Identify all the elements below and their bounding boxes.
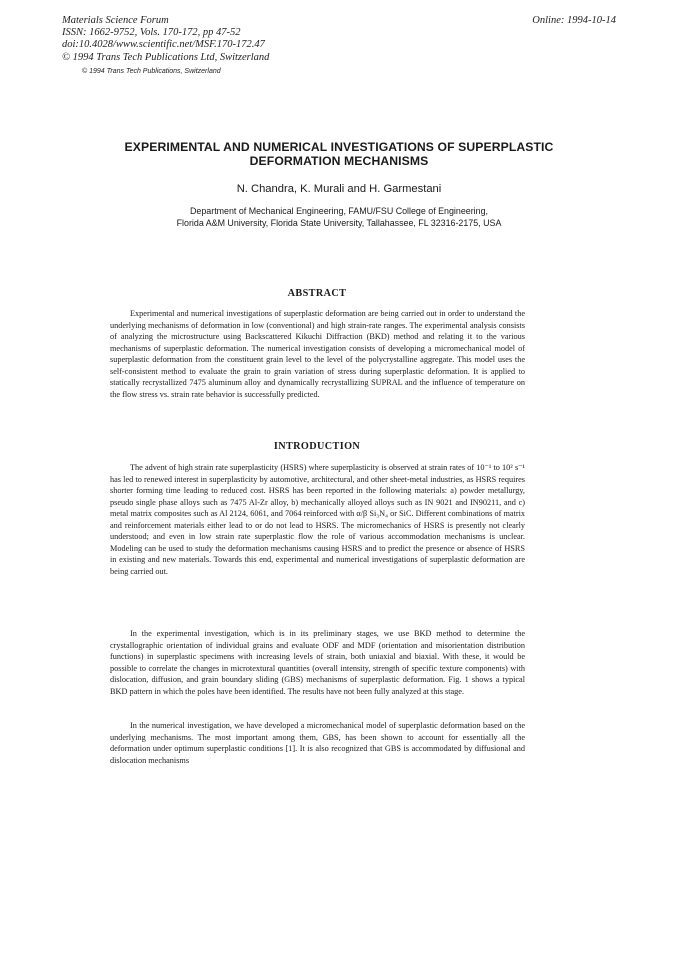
intro-paragraph-1: The advent of high strain rate superplasticity (HSRS) where superplasticity is observed at strain rates of 10⁻¹ to 10² s⁻¹ has led to renewed interest in superplasticity by automotive, architectural, and other sheet-metal industries, as HSRS requires shorter forming time leading to reduced cost. HSRS has been reported in the following materials: a) powder metallurgy, pseudo single phase alloys such as 7475 Al-Zr alloy, b) mechanically alloyed alloys such as IN 9021 and IN90211, and c) metal matrix composites such as Al 2124, 6061, and 7064 reinforced with α/β Si₃N₄ or SiC. Different combinations of matrix and reinforcement materials either lead to or do not lead to HSRS. The micromechanics of HSRS is presently not clearly understood; and even in low strain rate superplastic flow the role of various accommodation mechanisms is unclear. Modeling can be used to study the deformation mechanisms causing HSRS and to predict the presence or absence of HSRS in existing and new materials. Towards this end, experimental and numerical investigations of superplastic deformation are being carried out. [110,463,525,576]
journal-name: Materials Science Forum [62,15,169,26]
abstract-heading: ABSTRACT [287,288,347,299]
abstract-text: Experimental and numerical investigations of superplastic deformation are being carried out in order to understand the underlying mechanisms of deformation in low (conventional) and high strain-rate ranges. The experimental analysis consists of analyzing the microstructure using Backscattered Kikuchi Diffraction (BKD) method and relating it to the various mechanisms of superplastic deformation. The numerical investigation consists of developing a micromechanical model of superplastic deformation from the constituent grain level to the level of the polycrystalline aggregate. This model uses the self-consistent method to evaluate the grain to grain variation of stress during superplastic deformation. It is applied to statically recrystallized 7475 aluminum alloy and dynamically recrystallizing SUPRAL and the influence of temperature on the flow stress vs. strain rate behavior is successfully predicted. [110,309,525,399]
copyright-line: © 1994 Trans Tech Publications Ltd, Switzerland [62,51,270,63]
introduction-heading: INTRODUCTION [273,441,361,452]
paper-authors: N. Chandra, K. Murali and H. Garmestani [236,183,442,195]
online-date: Online: 1994-10-14 [532,15,616,26]
publisher-stamp: © 1994 Trans Tech Publications, Switzerland [82,68,221,75]
intro-paragraph-2: In the experimental investigation, which is in its preliminary stages, we use BKD method to determine the crystallographic orientation of individual grains and evaluate ODF and MDF (orientation and misorientation distribution functions) in superplastic specimens with increasing levels of strain, both uniaxial and biaxial. With these, it would be possible to correlate the changes in microtextural quantities (overall intensity, strength of specific texture components) with dislocation, diffusion, and grain boundary sliding (GBS) mechanisms of superplastic deformation. Fig. 1 shows a typical BKD pattern in which the poles have been identified. The results have not been fully analyzed at this stage. [110,629,525,696]
affiliation-line-2: Florida A&M University, Florida State University, Tallahassee, FL 32316-2175, USA [176,218,502,228]
affiliation-line-1: Department of Mechanical Engineering, FAMU/FSU College of Engineering, [190,206,488,216]
paper-title: EXPERIMENTAL AND NUMERICAL INVESTIGATIONS OF SUPERPLASTIC DEFORMATION MECHANISMS [124,140,554,168]
journal-metadata [62,15,269,64]
affiliation [95,205,583,229]
intro-paragraph-3: In the numerical investigation, we have developed a micromechanical model of superplastic deformation based on the underlying mechanisms. The most important among them, GBS, has been shown to account for essentially all the deformation under optimum superplastic conditions [1]. It is also recognized that GBS is accommodated by diffusional and dislocation mechanisms [110,721,525,765]
doi-link[interactable]: doi:10.4028/www.scientific.net/MSF.170-172.47 [62,39,265,51]
issn-line: ISSN: 1662-9752, Vols. 170-172, pp 47-52 [62,27,241,39]
